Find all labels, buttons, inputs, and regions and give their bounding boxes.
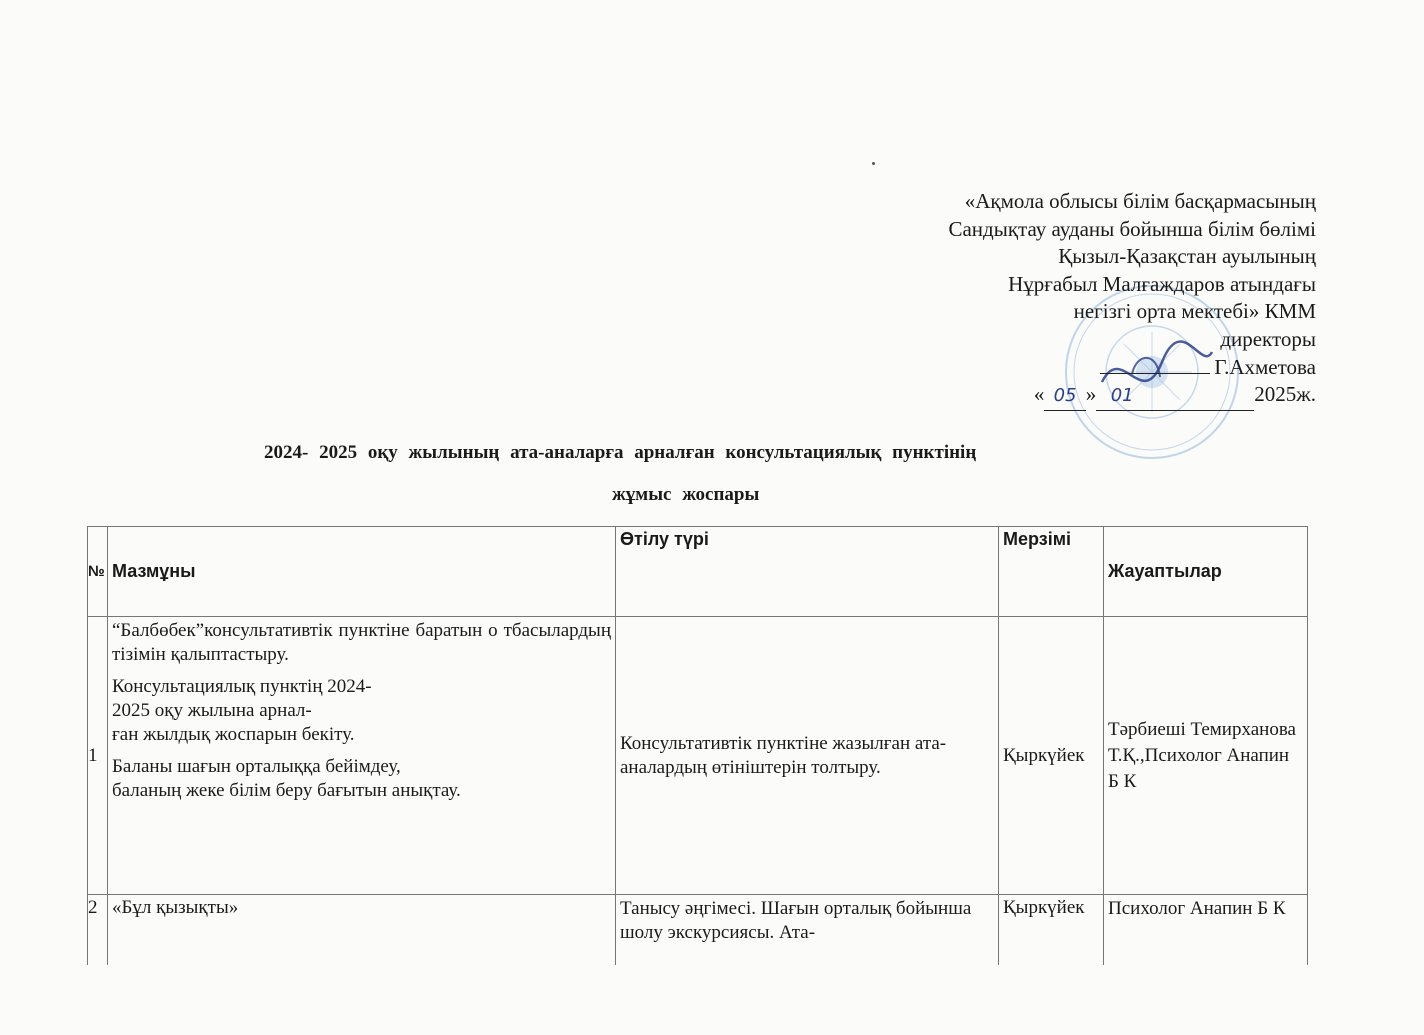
approval-line: Қызыл-Қазақстан ауылының [1058, 244, 1316, 269]
content-paragraph: Консультациялық пунктің 2024- 2025 оқу жылына арнал- ған жылдық жоспарын бекіту. [112, 676, 372, 745]
date-day: 05 [1053, 385, 1077, 407]
signatory-name: Г.Ахметова [1214, 354, 1316, 379]
row-form-cell: Танысу әңгімесі. Шағын орталық бойынша шолу экскурсиясы. Ата- [616, 895, 999, 965]
header-content: Мазмұны [108, 527, 616, 617]
table-row [88, 617, 1308, 895]
row-responsible-cell: Психолог Анапин Б К [1104, 895, 1308, 965]
approval-date [948, 381, 1316, 411]
document-title-line1: 2024- 2025 оқу жылының ата-аналарға арналған консультациялық пунктінің [264, 442, 977, 463]
date-day-field [1044, 381, 1085, 411]
date-month-field [1096, 381, 1254, 411]
header-term: Мерзімі [999, 527, 1104, 617]
row-number: 2 [88, 895, 108, 965]
table-row [88, 895, 1308, 965]
approval-line: Сандықтау ауданы бойынша білім бөлімі [948, 216, 1316, 241]
approval-line: «Ақмола облысы білім басқармасының [964, 189, 1316, 213]
header-form: Өтілу түрі [616, 527, 999, 617]
content-paragraph: Баланы шағын орталыққа бейімдеу, баланың жеке білім беру бағытын анықтау. [112, 756, 461, 801]
row-number: 1 [88, 617, 108, 895]
scan-speck [872, 162, 875, 165]
header-responsible: Жауаптылар [1104, 527, 1308, 617]
approval-block [948, 188, 1316, 411]
row-responsible-cell: Тәрбиеші Темирханова Т.Қ.,Психолог Анапин Б К [1104, 617, 1308, 895]
content-paragraph: “Балбөбек”консультативтік пунктіне баратын о тбасылардың тізімін қалыптастыру. [112, 620, 611, 665]
row-term-cell: Қыркүйек [999, 895, 1104, 965]
approval-line: Нұрғабыл Малғаждаров атындағы [1008, 271, 1316, 296]
signature-line [1100, 355, 1210, 374]
approval-line: директоры [1220, 326, 1316, 351]
row-form-cell: Консультативтік пунктіне жазылған ата- аналардың өтініштерін толтыру. [616, 617, 999, 895]
date-year: 2025ж. [1254, 382, 1316, 407]
row-content-cell: «Бұл қызықты» [108, 895, 616, 965]
document-title-line2: жұмыс жоспары [612, 484, 760, 505]
table-header-row [88, 527, 1308, 617]
approval-line: негізгі орта мектебі» КММ [1073, 299, 1316, 324]
date-quote-open: « [1033, 382, 1045, 407]
row-term-cell: Қыркүйек [999, 617, 1104, 895]
plan-table [87, 526, 1308, 965]
signature-row [948, 354, 1316, 382]
header-number: № [88, 527, 108, 617]
date-month: 01 [1110, 385, 1134, 407]
row-content-cell [108, 617, 616, 895]
date-quote-close: » [1085, 382, 1097, 407]
